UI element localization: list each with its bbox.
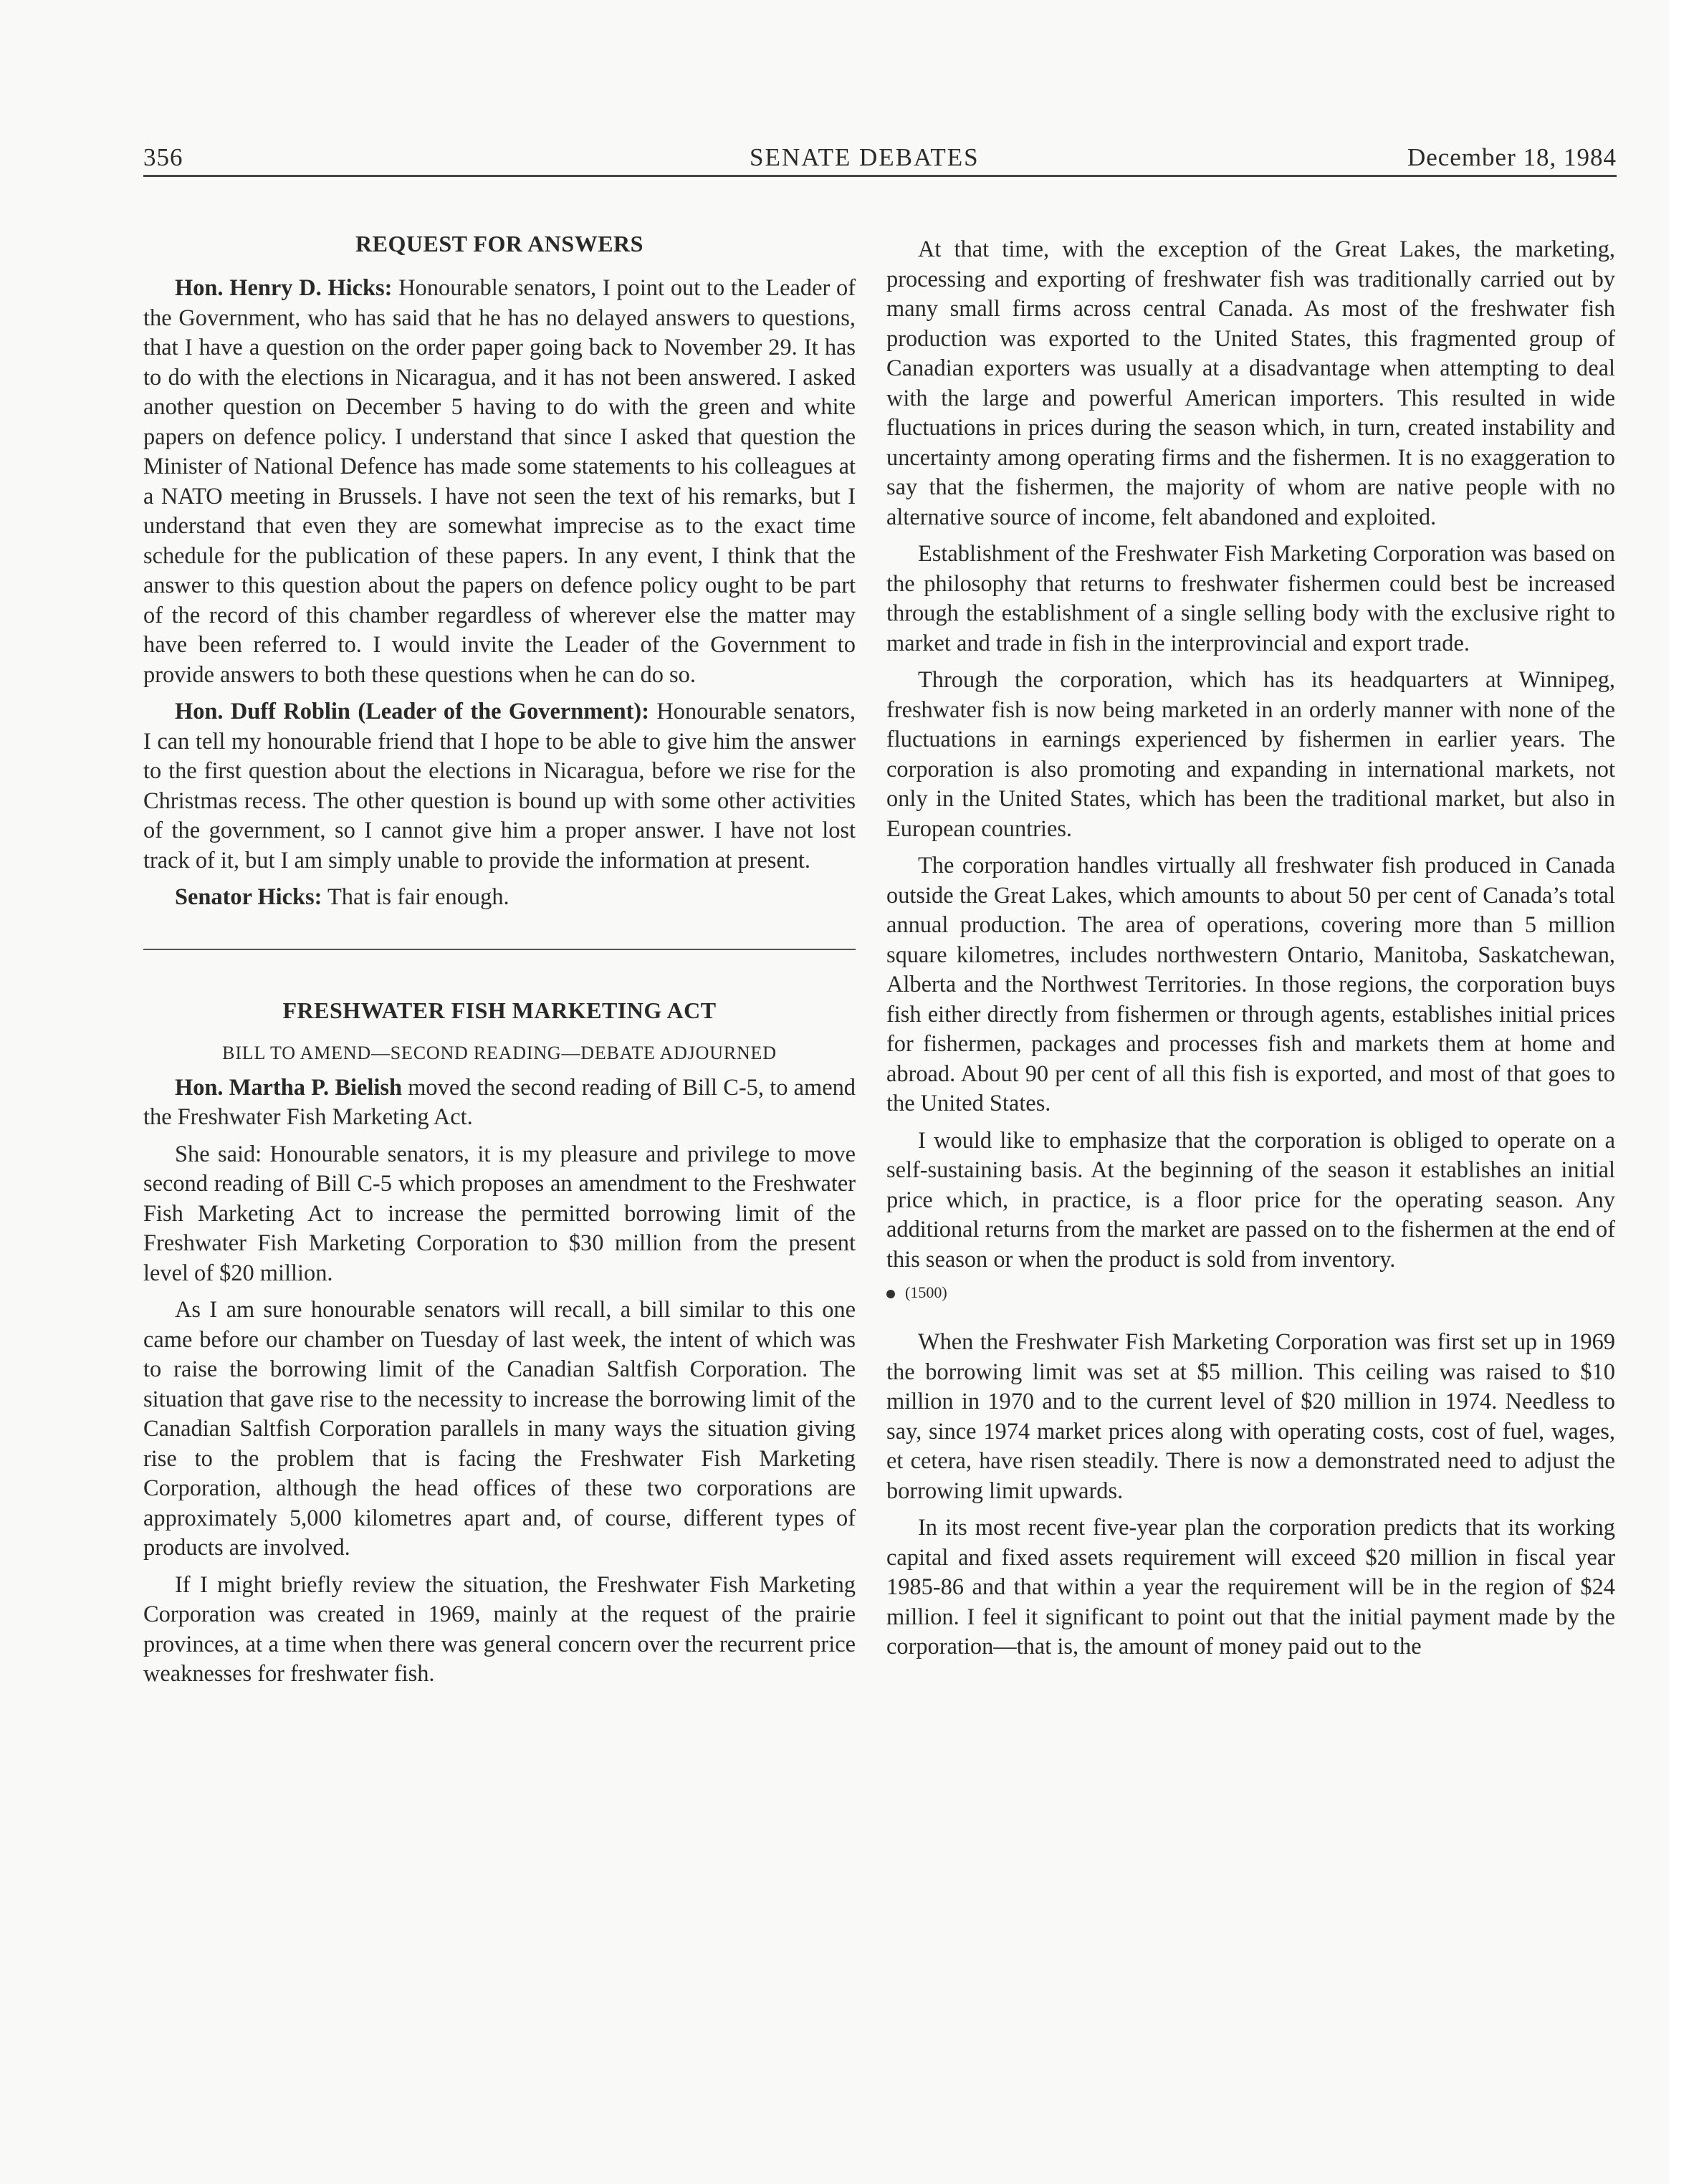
page-header: [143, 142, 1617, 178]
paragraph: As I am sure honourable senators will recall, a bill similar to this one came before our chamber on Tuesday of last week, the intent of which was to raise the borrowing limit of the Canadian Saltfish Corporation. The situation that gave rise to the necessity to increase the borrowing limit of the Canadian Saltfish Corporation parallels in many ways the situation giving rise to the problem that is facing the Freshwater Fish Marketing Corporation, although the head offices of these two corporations are approximately 5,000 kilometres apart and, of course, different types of products are involved.: [143, 1297, 856, 1561]
paragraph-hicks-reply: [143, 883, 856, 913]
paragraph: Through the corporation, which has its headquarters at Winnipeg, freshwater fish is now being marketed in an orderly manner with none of the fluctuations in earnings experienced by fishermen in earlier years. The corporation is also promoting and expanding in international markets, not only in the United States, which has been the traditional market, but also in European countries.: [886, 667, 1615, 842]
speaker-name: Hon. Henry D. Hicks:: [175, 275, 393, 301]
page-edge: [1670, 0, 1694, 2184]
header-rule: [143, 175, 1617, 177]
paragraph: The corporation handles virtually all freshwater fish produced in Canada outside the Great Lakes, which amounts to about 50 per cent of Canada’s total annual production. The area of operations, covering more than 5 million square kilometres, includes northwestern Ontario, Manitoba, Saskatchewan, Alberta and the Northwest Territories. In those regions, the corporation buys fish either directly from fishermen or through agents, establishes initial prices for fishermen, packages and processes fish and markets them at home and abroad. About 90 per cent of all this fish is exported, and most of that goes to the United States.: [886, 853, 1615, 1116]
right-column: [886, 235, 1615, 1670]
paragraph: At that time, with the exception of the Great Lakes, the marketing, processing and exporting of freshwater fish was traditionally carried out by many small firms across central Canada. As most of the freshwater fish production was exported to the United States, this fragmented group of Canadian exporters was usually at a disadvantage when attempting to deal with the large and powerful American importers. This resulted in wide fluctuations in prices during the season which, in turn, created instability and uncertainty among operating firms and the fishermen. It is no exaggeration to say that the fishermen, the majority of whom are native people with no alternative source of income, felt abandoned and exploited.: [886, 236, 1615, 530]
paragraph: She said: Honourable senators, it is my pleasure and privilege to move second reading of Bill C-5 which proposes an amendment to the Freshwater Fish Marketing Act to increase the permitted borrowing limit of the Freshwater Fish Marketing Corporation to $30 million from the present level of $20 million.: [143, 1141, 856, 1286]
paragraph-hicks: [143, 274, 856, 690]
paragraph: Establishment of the Freshwater Fish Marketing Corporation was based on the philosophy that returns to freshwater fishermen could best be increased through the establishment of a single selling body with the exclusive right to market and trade in fish in the interprovincial and export trade.: [886, 541, 1615, 656]
paragraph-bielish-motion: [143, 1073, 856, 1133]
page-date: December 18, 1984: [1407, 143, 1617, 171]
time-marker: [886, 1282, 1615, 1303]
paragraph-text: moved the second reading of Bill C-5, to amend the Freshwater Fish Marketing Act.: [143, 1074, 856, 1130]
time-marker-text: (1500): [905, 1283, 947, 1301]
section-divider: [143, 949, 856, 950]
section-heading-request-for-answers: REQUEST FOR ANSWERS: [355, 231, 643, 257]
paragraph-text: That is fair enough.: [322, 884, 509, 910]
paragraph-roblin: [143, 697, 856, 876]
paragraph-text: Honourable senators, I point out to the Leader of the Government, who has said that he has no delayed answers to questions, that I have a question on the order paper going back to November 29. It has to do with the elections in Nicaragua, and it has not been answered. I asked another question on December 5 having to do with the green and white papers on defence policy. I understand that since I asked that question the Minister of National Defence has made some statements to his colleagues at a NATO meeting in Brussels. I have not seen the text of his remarks, but I understand that even they are somewhat imprecise as to the exact time schedule for the publication of these papers. In any event, I think that the answer to this question about the papers on defence policy ought to be part of the record of this chamber regardless of wherever else the matter may have been referred to. I would invite the Leader of the Government to provide answers to both these questions when he can do so.: [143, 275, 856, 688]
section-heading-freshwater-fish: FRESHWATER FISH MARKETING ACT: [282, 997, 717, 1023]
left-column: [143, 229, 856, 1697]
paragraph: If I might briefly review the situation, the Freshwater Fish Marketing Corporation was created in 1969, mainly at the request of the prairie provinces, at a time when there was general concern over the recurrent price weaknesses for freshwater fish.: [143, 1571, 856, 1687]
speaker-name: Hon. Duff Roblin (Leader of the Government):: [175, 699, 649, 724]
section-subheading: BILL TO AMEND—SECOND READING—DEBATE ADJOURNED: [222, 1042, 777, 1063]
paragraph: In its most recent five-year plan the corporation predicts that its working capital and fixed assets requirement will exceed $20 million in fiscal year 1985-86 and that within a year the requirement will be in the region of $24 million. I feel it significant to point out that the initial payment made by the corporation—that is, the amount of money paid out to the: [886, 1515, 1615, 1659]
publication-title: SENATE DEBATES: [750, 143, 980, 171]
paragraph: I would like to emphasize that the corporation is obliged to operate on a self-sustaining basis. At the beginning of the season it establishes an initial price which, in practice, is a floor price for the operating season. Any additional returns from the market are passed on to the fishermen at the end of this season or when the product is sold from inventory.: [886, 1127, 1615, 1273]
speaker-name: Senator Hicks:: [175, 884, 322, 910]
speaker-name: Hon. Martha P. Bielish: [175, 1074, 402, 1101]
page-number: 356: [143, 143, 183, 171]
paragraph-text: Honourable senators, I can tell my honourable friend that I hope to be able to give him the answer to the first question about the elections in Nicaragua, before we rise for the Christmas recess. The other question is bound up with some other activities of the government, so I cannot give him a proper answer. I have not lost track of it, but I am simply unable to provide the information at present.: [143, 699, 856, 873]
bullet-icon: [886, 1290, 895, 1298]
paragraph: When the Freshwater Fish Marketing Corporation was first set up in 1969 the borrowing limit was set at $5 million. This ceiling was raised to $10 million in 1970 and to the current level of $20 million in 1974. Needless to say, since 1974 market prices along with operating costs, cost of fuel, wages, et cetera, have risen steadily. There is now a demonstrated need to adjust the borrowing limit upwards.: [886, 1329, 1615, 1504]
